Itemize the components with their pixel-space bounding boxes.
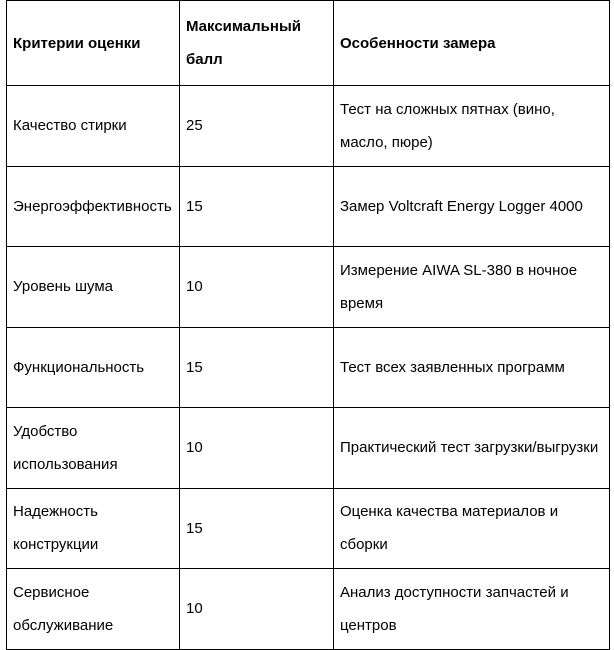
table-row (7, 86, 610, 167)
criteria-table (6, 0, 610, 650)
table-row (7, 569, 610, 650)
cell-criterion: Энергоэффективность (7, 166, 180, 247)
table-row (7, 247, 610, 328)
cell-notes: Тест на сложных пятнах (вино, масло, пюре) (334, 86, 610, 167)
cell-score: 25 (180, 86, 334, 167)
cell-score: 15 (180, 166, 334, 247)
table-row (7, 327, 610, 408)
cell-notes: Замер Voltcraft Energy Logger 4000 (334, 166, 610, 247)
table-row (7, 408, 610, 489)
cell-notes: Измерение AIWA SL-380 в ночное время (334, 247, 610, 328)
cell-criterion: Уровень шума (7, 247, 180, 328)
cell-score: 15 (180, 327, 334, 408)
cell-criterion: Надежность конструкции (7, 488, 180, 569)
cell-score: 10 (180, 408, 334, 489)
cell-criterion: Качество стирки (7, 86, 180, 167)
cell-notes: Оценка качества материалов и сборки (334, 488, 610, 569)
cell-criterion: Удобство использования (7, 408, 180, 489)
cell-notes: Анализ доступности запчастей и центров (334, 569, 610, 650)
table-row (7, 166, 610, 247)
header-criteria: Критерии оценки (7, 1, 180, 86)
cell-criterion: Сервисное обслуживание (7, 569, 180, 650)
table-header-row (7, 1, 610, 86)
header-measurement-notes: Особенности замера (334, 1, 610, 86)
cell-score: 10 (180, 247, 334, 328)
cell-score: 10 (180, 569, 334, 650)
header-max-score: Максимальный балл (180, 1, 334, 86)
cell-score: 15 (180, 488, 334, 569)
cell-criterion: Функциональность (7, 327, 180, 408)
cell-notes: Тест всех заявленных программ (334, 327, 610, 408)
table-row (7, 488, 610, 569)
cell-notes: Практический тест загрузки/выгрузки (334, 408, 610, 489)
